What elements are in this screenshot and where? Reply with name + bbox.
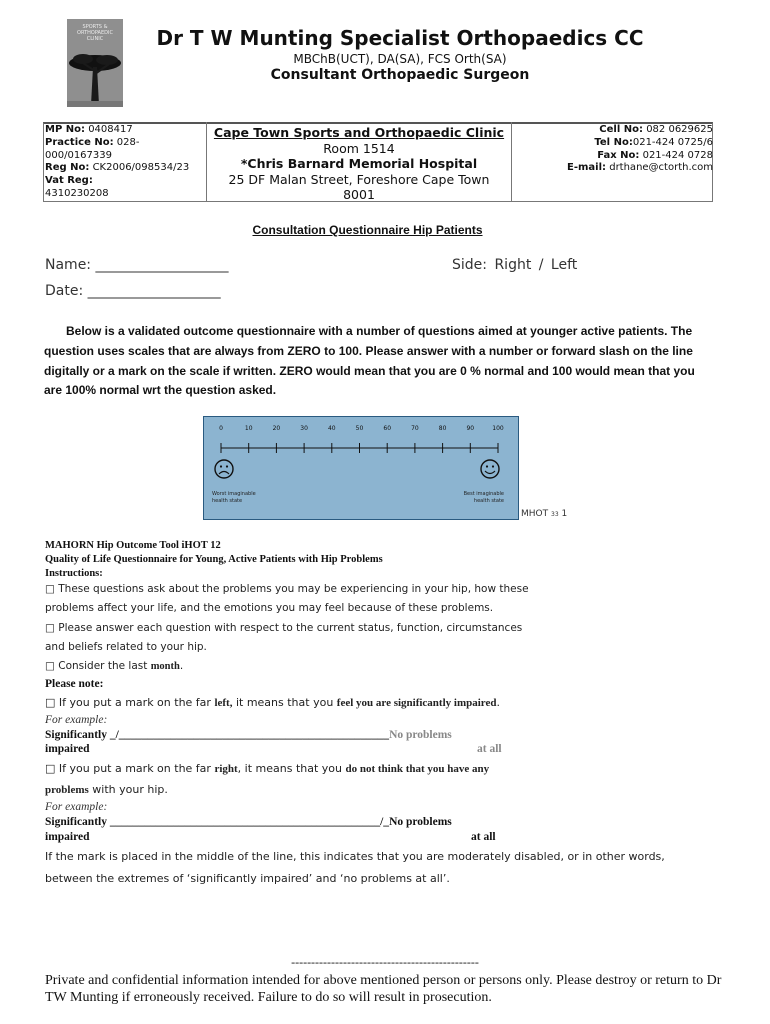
bullet-3 (45, 660, 183, 672)
room: Room 1514 (323, 140, 395, 156)
caption-page: 1 (561, 509, 568, 519)
reg-value: CK2006/098534/23 (92, 162, 190, 174)
rating-scale-image (203, 416, 519, 520)
middle-note-1: If the mark is placed in the middle of the line, this indicates that you are moderately disabled, or in other words, (45, 850, 665, 863)
ex1-atall: at all (477, 743, 502, 755)
scale-tick-label: 10 (244, 425, 253, 432)
practice-label: Practice No: (45, 136, 114, 148)
mp-label: MP No: (45, 124, 85, 135)
vat-label: Vat Reg: (45, 175, 93, 187)
right-mark-note (45, 762, 489, 775)
best-label-1: Best imaginable (463, 491, 504, 497)
example-2-line (45, 816, 452, 828)
contact-details (512, 124, 713, 175)
vat-value: 4310230208 (45, 187, 109, 199)
intro-paragraph: Below is a validated outcome questionnaire with a number of questions aimed at younger active patients. The question uses scales that are always from ZERO to 100. Please answer with a number or forward slash on the line digitally or a mark on the scale if written. ZERO would mean that you are 0 % normal and 100 would mean that you are 100% normal wrt the question asked. (44, 324, 695, 398)
fax-label: Fax No: (597, 149, 640, 161)
scale-tick-label: 20 (272, 425, 281, 432)
left-bold: left, (214, 697, 233, 709)
scale-tick-label: 50 (355, 425, 364, 432)
scale-tick-label: 40 (327, 425, 336, 432)
left-mid: it means that you (232, 696, 337, 709)
worst-label-1: Worst imaginable (212, 491, 256, 497)
caption-small: 33 (551, 511, 559, 518)
cell-value: 082 0629625 (646, 124, 713, 135)
ex2-impaired: impaired (45, 831, 90, 843)
ex2-atall: at all (471, 831, 496, 843)
reg-label: Reg No: (45, 162, 90, 174)
middle-note-2: between the extremes of ‘significantly impaired’ and ‘no problems at all’. (45, 872, 450, 885)
scale-tick-label: 80 (438, 425, 447, 432)
name-blank[interactable]: ___________________ (95, 257, 229, 273)
ex2-np: No problems (389, 816, 452, 828)
clinic-logo (67, 19, 123, 107)
sad-face-icon (215, 460, 233, 478)
bullet-1a: □ These questions ask about the problems you may be experiencing in your hip, how these (45, 583, 529, 595)
tool-subtitle: Quality of Life Questionnaire for Young, Active Patients with Hip Problems (45, 554, 383, 565)
name-field[interactable] (45, 257, 228, 273)
hospital: *Chris Barnard Memorial Hospital (240, 156, 478, 171)
clinic-address (206, 125, 512, 203)
scale-tick-label: 30 (300, 425, 308, 432)
cell-label: Cell No: (599, 124, 643, 135)
bullet-3-bold: month (150, 661, 180, 672)
left-mark-note (45, 696, 500, 709)
note-label: Please note: (45, 678, 104, 690)
right-pre: □ If you put a mark on the far (45, 762, 215, 775)
tool-title: MAHORN Hip Outcome Tool iHOT 12 (45, 540, 221, 551)
ex1-sig: Significantly (45, 729, 107, 741)
tel-value: 021-424 0725/6 (632, 136, 713, 148)
date-label: Date: (45, 283, 84, 299)
bullet-3-post: . (179, 660, 184, 672)
example-1-label: For example: (45, 714, 108, 726)
left-pre: □ If you put a mark on the far (45, 696, 215, 709)
scale-tick-label: 0 (219, 425, 223, 432)
instructions-label: Instructions: (45, 568, 103, 579)
qualifications: MBChB(UCT), DA(SA), FCS Orth(SA) (293, 52, 507, 66)
worst-label-2: health state (212, 498, 243, 504)
mp-value: 0408417 (88, 124, 133, 135)
left-post: . (496, 696, 500, 709)
right-bold3: problems (45, 784, 89, 796)
email-label: E-mail: (567, 162, 607, 174)
page-title: Dr T W Munting Specialist Orthopaedics CC (156, 26, 644, 50)
footer-divider: ----------------------------------------------- (291, 955, 479, 969)
email-value: drthane@ctorth.com (609, 162, 713, 174)
ex1-impaired: impaired (45, 743, 90, 755)
right-bold2: do not think that you have any (345, 763, 490, 775)
ex2-sig: Significantly (45, 816, 107, 828)
postcode: 8001 (343, 187, 375, 202)
registration-info (45, 124, 201, 201)
bullet-2a: □ Please answer each question with respect to the current status, function, circumstances (45, 622, 523, 634)
logo-text-1: SPORTS & (82, 24, 108, 30)
tel-label: Tel No: (594, 136, 633, 148)
best-label-2: health state (473, 498, 504, 504)
questionnaire-title: Consultation Questionnaire Hip Patients (252, 223, 483, 237)
name-label: Name: (45, 257, 92, 273)
logo-text-2: ORTHOPAEDIC (77, 30, 113, 36)
fax-value: 021-424 0728 (642, 149, 713, 161)
tree-icon (67, 19, 123, 107)
right-mid: , it means that you (237, 762, 346, 775)
clinic-name: Cape Town Sports and Orthopaedic Clinic (213, 125, 505, 140)
date-blank[interactable]: ___________________ (87, 283, 221, 299)
bullet-1b: problems affect your life, and the emotions you may feel because of these problems. (45, 602, 494, 614)
practice-value: 028-000/0167339 (45, 136, 140, 161)
caption-main: MHOT (521, 509, 549, 519)
side-value[interactable]: Right / Left (494, 257, 578, 273)
ex1-np: No problems (389, 729, 452, 741)
street: 25 DF Malan Street, Foreshore Cape Town (228, 171, 490, 187)
right-bold: right (214, 763, 238, 775)
subtitle: Consultant Orthopaedic Surgeon (270, 67, 530, 83)
right-mark-note-2 (45, 783, 168, 796)
right-post: with your hip. (88, 783, 168, 796)
ex1-line: _/_______________________________________________ (109, 729, 390, 741)
left-bold2: feel you are significantly impaired (336, 697, 497, 709)
side-field[interactable] (452, 257, 577, 273)
scale-tick-label: 90 (466, 425, 475, 432)
scale-tick-label: 70 (411, 425, 419, 432)
bullet-3-pre: □ Consider the last (45, 660, 151, 672)
happy-face-icon (481, 460, 499, 478)
bullet-2b: and beliefs related to your hip. (45, 641, 207, 653)
scale-tick-label: 100 (492, 425, 504, 432)
side-label: Side: (452, 257, 487, 273)
scale-caption (521, 509, 567, 519)
logo-text-3: CLINIC (86, 36, 104, 42)
ex2-line: _______________________________________________/_ (109, 816, 390, 828)
rating-scale-graphic (204, 417, 518, 519)
example-2-label: For example: (45, 801, 108, 813)
confidentiality-notice: Private and confidential information intended for above mentioned person or persons only. Please destroy or return to Dr TW Munting if erroneously received. Failure to do so will result in prosecution. (45, 973, 722, 1005)
scale-tick-label: 60 (383, 425, 392, 432)
example-1-line (45, 729, 452, 741)
date-field[interactable] (45, 283, 221, 299)
